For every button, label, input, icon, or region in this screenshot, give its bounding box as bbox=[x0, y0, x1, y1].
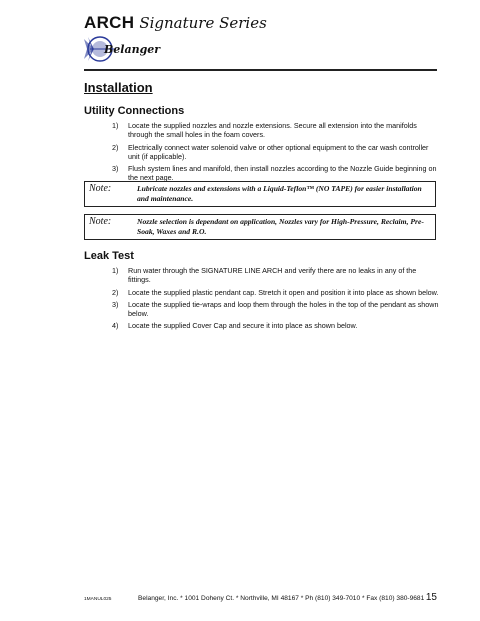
step-text: Locate the supplied tie-wraps and loop them through the holes in the top of the pendant as shown below. bbox=[128, 299, 439, 319]
step-number: 1) bbox=[112, 121, 119, 130]
page-footer bbox=[84, 592, 437, 603]
brand-name: ARCH bbox=[84, 13, 135, 32]
page-number: 15 bbox=[425, 592, 437, 603]
utility-connections-heading: Utility Connections bbox=[84, 105, 185, 117]
step-number: 2) bbox=[112, 287, 119, 297]
step-number: 4) bbox=[112, 321, 119, 331]
step-text: Locate the supplied plastic pendant cap. Stretch it open and position it into place as shown below. bbox=[128, 287, 439, 297]
step-number: 2) bbox=[112, 142, 119, 152]
leak-steps-list bbox=[112, 266, 440, 334]
note-text: Lubricate nozzles and extensions with a Liquid-Teflon™ (NO TAPE) for easier installation and maintenance. bbox=[137, 184, 422, 203]
list-item bbox=[112, 143, 440, 162]
leak-test-heading: Leak Test bbox=[84, 250, 134, 262]
brand-title bbox=[84, 13, 267, 33]
logo-lettering: Belanger bbox=[104, 43, 161, 56]
step-text: Flush system lines and manifold, then install nozzles according to the Nozzle Guide beginning on the next page. bbox=[128, 164, 437, 183]
step-number: 3) bbox=[112, 164, 119, 174]
step-number: 3) bbox=[112, 299, 119, 309]
note-label: Note: bbox=[89, 216, 112, 227]
section-title: Installation bbox=[84, 80, 153, 95]
note-box-lubricate bbox=[84, 181, 436, 207]
step-text: Electrically connect water solenoid valve or other optional equipment to the car wash controller unit (if applicable). bbox=[128, 142, 429, 161]
note-label: Note: bbox=[89, 183, 112, 194]
note-box-nozzle-selection bbox=[84, 214, 436, 240]
document-code: 1MANUL025 bbox=[84, 597, 112, 602]
list-item bbox=[112, 266, 440, 285]
list-item bbox=[112, 288, 440, 297]
step-text: Locate the supplied Cover Cap and secure it into place as shown below. bbox=[128, 321, 358, 331]
list-item bbox=[112, 321, 440, 330]
list-item bbox=[112, 300, 440, 319]
header-divider bbox=[84, 69, 437, 71]
utility-steps-list bbox=[112, 121, 440, 186]
belanger-logo bbox=[84, 35, 161, 63]
list-item bbox=[112, 121, 440, 140]
note-text: Nozzle selection is dependant on application, Nozzles vary for High-Pressure, Reclaim, Pre-Soak, Waxes and R.O. bbox=[137, 217, 424, 236]
step-text: Run water through the SIGNATURE LINE ARCH and verify there are no leaks in any of the fittings. bbox=[128, 266, 417, 285]
company-address: Belanger, Inc. * 1001 Doheny Ct. * Northville, MI 48167 * Ph (810) 349-7010 * Fax (810) 380-9681 bbox=[138, 595, 425, 602]
step-number: 1) bbox=[112, 266, 119, 275]
brand-series: Signature Series bbox=[139, 14, 267, 32]
list-item bbox=[112, 164, 440, 183]
document-header bbox=[84, 13, 267, 68]
step-text: Locate the supplied nozzles and nozzle extensions. Secure all extension into the manifolds through the small holes in the foam covers. bbox=[128, 121, 417, 140]
